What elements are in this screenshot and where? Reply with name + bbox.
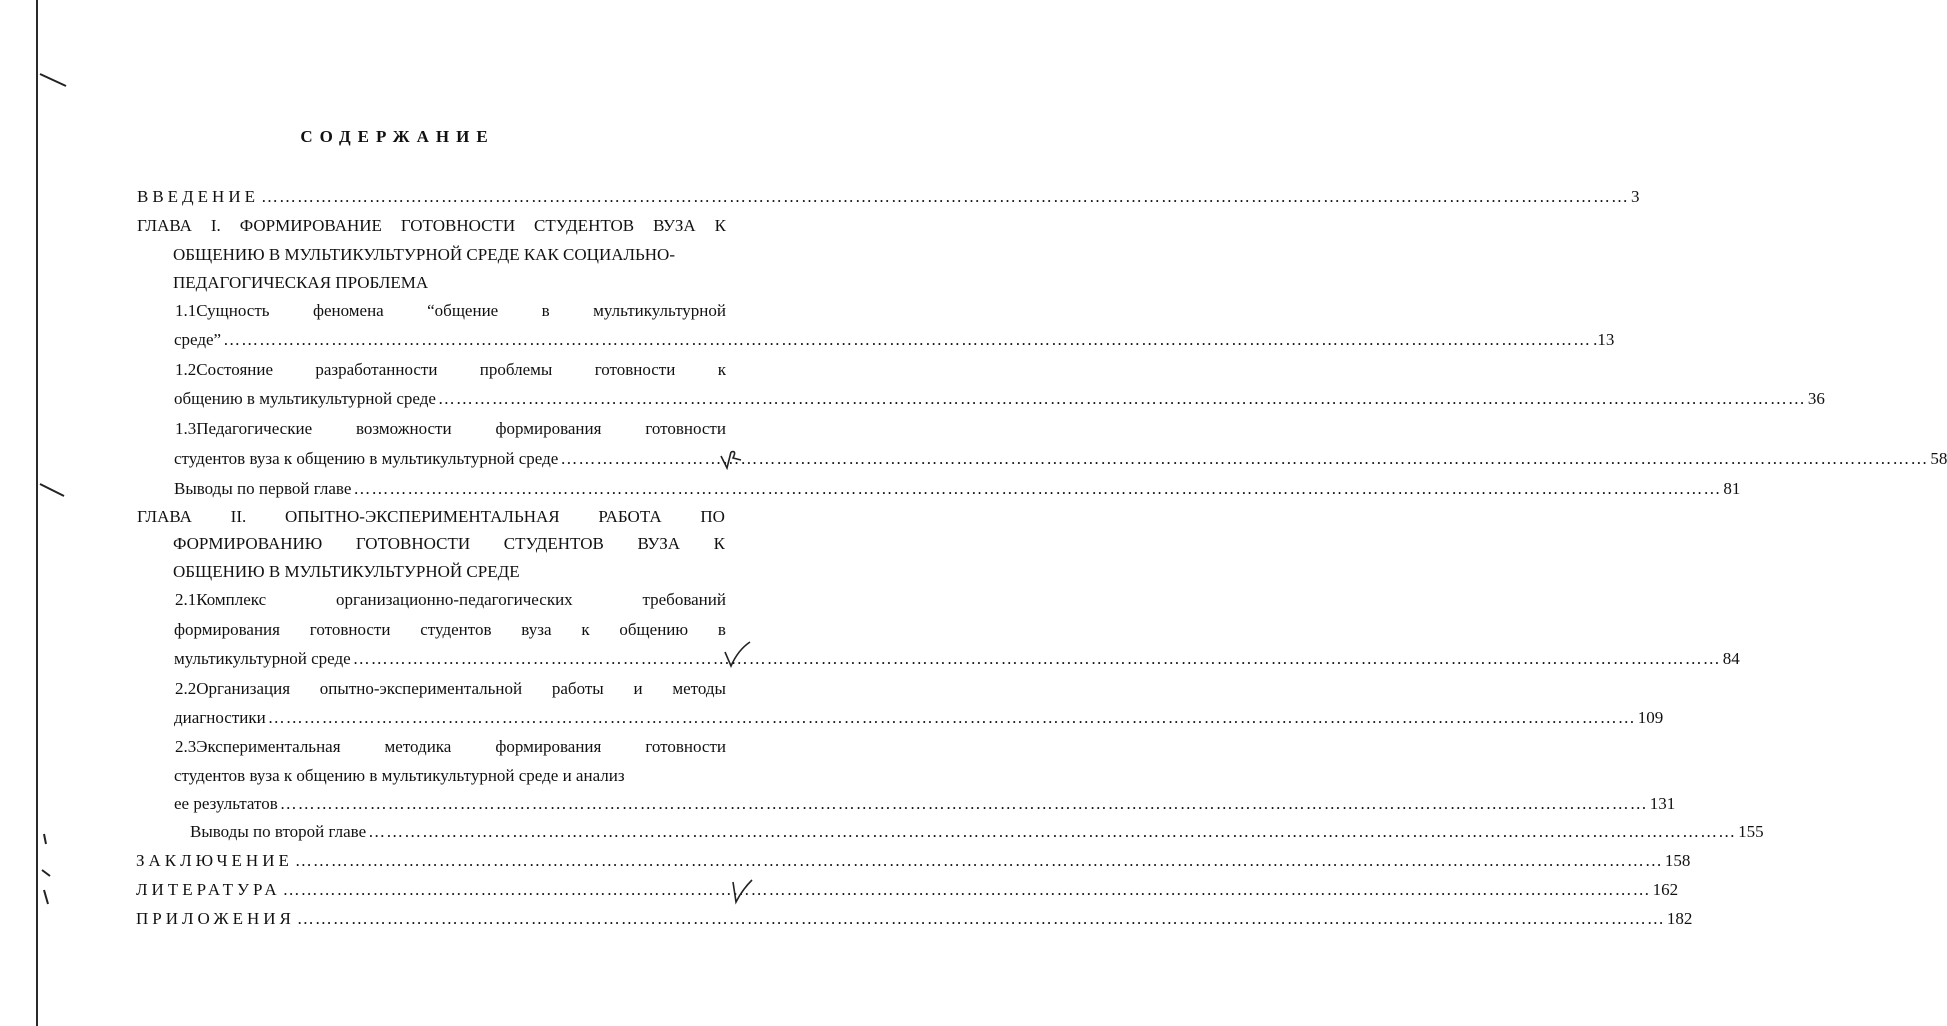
toc-section-2-2-line-1: 2.2Организация опытно-экспериментальной работы и методы <box>175 679 726 698</box>
toc-section-2-1-line-3: мультикультурной среде ………………………………………………………………………………………………………………………………………………………………………………………………………… 84 <box>174 647 721 671</box>
toc-entry-conclusions-1: Выводы по первой главе ………………………………………………………………………………………………………………………………………………………………………………………………………… 81 <box>174 477 724 501</box>
toc-entry-intro <box>137 185 1640 209</box>
toc-page-number: 155 <box>1738 822 1764 841</box>
toc-entry-conclusion: ЗАКЛЮЧЕНИЕ ………………………………………………………………………………………………………………………………………………………………………………………………………… 158 <box>136 849 721 873</box>
toc-chapter-2-line-1: ГЛАВА II. ОПЫТНО-ЭКСПЕРИМЕНТАЛЬНАЯ РАБОТА ПО <box>137 507 725 526</box>
toc-chapter-1-line-2: ОБЩЕНИЮ В МУЛЬТИКУЛЬТУРНОЙ СРЕДЕ КАК СОЦИАЛЬНО- <box>173 245 675 264</box>
toc-section-2-3-line-2: студентов вуза к общению в мультикультурной среде и анализ <box>174 766 625 785</box>
scan-artifact <box>38 70 68 90</box>
scan-artifact <box>38 480 68 500</box>
toc-section-2-3-line-3: ее результатов ………………………………………………………………………………………………………………………………………………………………………………………………………… 131 <box>174 792 722 816</box>
toc-chapter-1-line-1: ГЛАВА I. ФОРМИРОВАНИЕ ГОТОВНОСТИ СТУДЕНТОВ ВУЗА К <box>137 216 726 235</box>
leader-dots: ………………………………………………………………………………………………………………………………………………………………………………………………………… <box>368 822 1737 841</box>
leader-dots: ………………………………………………………………………………………………………………………………………………………………………………………………………… <box>294 851 1663 870</box>
toc-section-1-2-line-2: общению в мультикультурной среде ………………………………………………………………………………………………………………………………………………………………………………………………………… 36 <box>174 387 725 411</box>
toc-section-2-1-line-1: 2.1Комплекс организационно-педагогических требований <box>175 590 726 609</box>
leader-dots: ………………………………………………………………………………………………………………………………………………………………………………………………………… <box>437 389 1806 408</box>
scan-artifact <box>38 830 58 910</box>
toc-page-number: .13 <box>1593 330 1615 349</box>
toc-entry-label: ВВЕДЕНИЕ <box>137 187 259 206</box>
leader-dots: ………………………………………………………………………………………………………………………………………………………………………………………………………… <box>260 187 1629 206</box>
toc-chapter-2-line-3: ОБЩЕНИЮ В МУЛЬТИКУЛЬТУРНОЙ СРЕДЕ <box>173 562 520 581</box>
toc-page-number: 3 <box>1630 187 1640 206</box>
toc-section-1-2-line-1: 1.2Состояние разработанности проблемы готовности к <box>175 360 726 379</box>
leader-dots: ………………………………………………………………………………………………………………………………………………………………………………………………………… <box>282 880 1651 899</box>
toc-entry-conclusions-2: Выводы по второй главе ………………………………………………………………………………………………………………………………………………………………………………………………………… 155 <box>190 820 720 844</box>
leader-dots: ………………………………………………………………………………………………………………………………………………………………………………………………………… <box>223 330 1592 349</box>
toc-page-number: 162 <box>1652 880 1679 899</box>
toc-page-number: 158 <box>1664 851 1691 870</box>
toc-page-number: 131 <box>1649 794 1676 813</box>
toc-section-2-2-line-2: диагностики ………………………………………………………………………………………………………………………………………………………………………………………………………… 109 <box>174 706 724 730</box>
toc-section-2-1-line-2: формирования готовности студентов вуза к общению в <box>174 620 726 639</box>
leader-dots: ………………………………………………………………………………………………………………………………………………………………………………………………………… <box>296 909 1665 928</box>
toc-section-1-1-line-1: 1.1Сущность феномена “общение в мультикультурной <box>175 301 726 320</box>
toc-chapter-2-line-2: ФОРМИРОВАНИЮ ГОТОВНОСТИ СТУДЕНТОВ ВУЗА К <box>173 534 725 553</box>
pencil-check-mark-icon <box>730 876 756 906</box>
leader-dots: ………………………………………………………………………………………………………………………………………………………………………………………………………… <box>352 649 1721 668</box>
leader-dots: ………………………………………………………………………………………………………………………………………………………………………………………………………… <box>560 449 1929 468</box>
toc-entry-literature: ЛИТЕРАТУРА ………………………………………………………………………………………………………………………………………………………………………………………………………… 162 <box>136 878 721 902</box>
toc-page-number: 81 <box>1723 479 1741 498</box>
toc-page-number: 36 <box>1807 389 1825 408</box>
leader-dots: ………………………………………………………………………………………………………………………………………………………………………………………………………… <box>279 794 1648 813</box>
toc-section-1-3-line-1: 1.3Педагогические возможности формирования готовности <box>175 419 726 438</box>
toc-entry-appendix: ПРИЛОЖЕНИЯ ………………………………………………………………………………………………………………………………………………………………………………………………………… 182 <box>136 907 721 931</box>
leader-dots: ………………………………………………………………………………………………………………………………………………………………………………………………………… <box>267 708 1636 727</box>
pencil-check-mark-icon <box>722 640 752 670</box>
toc-section-1-3-line-2: студентов вуза к общению в мультикультурной среде ………………………………………………………………………………………………………………………………………………………………………………………………………… 58 <box>174 447 720 471</box>
toc-page-number: 58 <box>1930 449 1947 468</box>
toc-chapter-1-line-3: ПЕДАГОГИЧЕСКАЯ ПРОБЛЕМА <box>173 273 429 292</box>
leader-dots: ………………………………………………………………………………………………………………………………………………………………………………………………………… <box>353 479 1722 498</box>
toc-page-number: 182 <box>1666 909 1693 928</box>
toc-section-1-1-line-2: среде” ………………………………………………………………………………………………………………………………………………………………………………………………………… .13 <box>174 328 725 352</box>
pencil-check-mark-icon <box>717 446 747 472</box>
toc-page-number: 109 <box>1637 708 1664 727</box>
toc-section-2-3-line-1: 2.3Экспериментальная методика формирования готовности <box>175 737 726 756</box>
toc-page-number: 84 <box>1722 649 1740 668</box>
page-title: СОДЕРЖАНИЕ <box>300 127 495 146</box>
